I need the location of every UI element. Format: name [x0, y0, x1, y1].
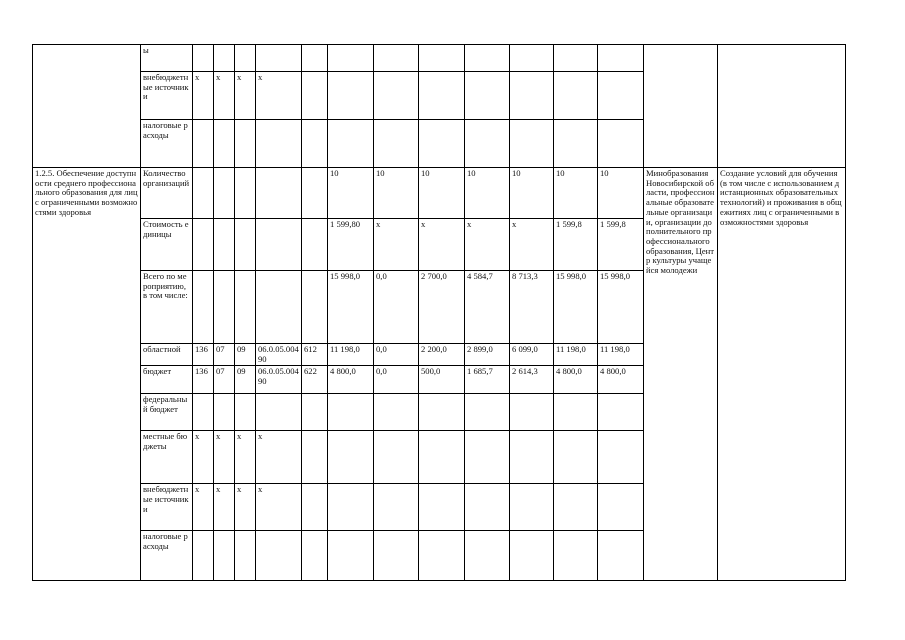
value-cell: 1 599,80 — [328, 219, 374, 271]
code-cell — [256, 271, 302, 344]
code-cell — [193, 45, 214, 72]
code-cell — [193, 271, 214, 344]
value-cell — [465, 531, 510, 581]
row-name-cell: налоговые расходы — [141, 120, 193, 168]
code-cell: 09 — [235, 366, 256, 394]
code-cell: 06.0.05.00490 — [256, 344, 302, 366]
code-cell — [302, 271, 328, 344]
value-cell — [598, 431, 644, 484]
code-cell: х — [235, 72, 256, 120]
code-cell — [193, 168, 214, 219]
prev-section-title-cell — [33, 45, 141, 168]
value-cell: 4 800,0 — [598, 366, 644, 394]
value-cell: 11 198,0 — [328, 344, 374, 366]
value-cell — [465, 120, 510, 168]
code-cell — [214, 531, 235, 581]
value-cell — [510, 431, 554, 484]
value-cell — [554, 484, 598, 531]
row-name-cell: федеральный бюджет — [141, 394, 193, 431]
value-cell — [510, 72, 554, 120]
value-cell — [598, 394, 644, 431]
code-cell — [256, 120, 302, 168]
value-cell: 1 685,7 — [465, 366, 510, 394]
code-cell — [302, 45, 328, 72]
value-cell — [328, 45, 374, 72]
code-cell: х — [256, 431, 302, 484]
code-cell: 136 — [193, 344, 214, 366]
value-cell — [374, 431, 419, 484]
value-cell — [554, 45, 598, 72]
row-name-cell: областной — [141, 344, 193, 366]
row-name-cell: Всего по мероприятию, в том числе: — [141, 271, 193, 344]
code-cell: 07 — [214, 366, 235, 394]
value-cell: 11 198,0 — [598, 344, 644, 366]
value-cell: 1 599,8 — [554, 219, 598, 271]
code-cell — [235, 219, 256, 271]
budget-table — [32, 44, 846, 581]
code-cell: 612 — [302, 344, 328, 366]
value-cell: х — [465, 219, 510, 271]
value-cell — [598, 72, 644, 120]
value-cell: 6 099,0 — [510, 344, 554, 366]
code-cell — [214, 394, 235, 431]
value-cell: 2 899,0 — [465, 344, 510, 366]
table-row — [33, 45, 846, 72]
value-cell — [510, 45, 554, 72]
code-cell: 622 — [302, 366, 328, 394]
code-cell — [235, 45, 256, 72]
value-cell: 4 800,0 — [554, 366, 598, 394]
code-cell — [193, 120, 214, 168]
code-cell — [256, 394, 302, 431]
code-cell — [302, 484, 328, 531]
value-cell: 2 614,3 — [510, 366, 554, 394]
value-cell — [419, 531, 465, 581]
value-cell: 2 200,0 — [419, 344, 465, 366]
value-cell — [465, 394, 510, 431]
value-cell — [328, 484, 374, 531]
value-cell: 0,0 — [374, 366, 419, 394]
code-cell — [302, 219, 328, 271]
value-cell — [328, 120, 374, 168]
value-cell: 500,0 — [419, 366, 465, 394]
value-cell — [374, 72, 419, 120]
code-cell — [256, 45, 302, 72]
code-cell — [302, 531, 328, 581]
value-cell: 2 700,0 — [419, 271, 465, 344]
value-cell: 10 — [374, 168, 419, 219]
value-cell — [465, 431, 510, 484]
value-cell: 0,0 — [374, 344, 419, 366]
code-cell: х — [193, 72, 214, 120]
value-cell — [598, 45, 644, 72]
code-cell: х — [193, 484, 214, 531]
value-cell — [419, 431, 465, 484]
value-cell — [419, 72, 465, 120]
row-name-cell: внебюджетные источники — [141, 72, 193, 120]
value-cell: 10 — [510, 168, 554, 219]
value-cell — [598, 484, 644, 531]
code-cell: х — [193, 431, 214, 484]
value-cell: 10 — [554, 168, 598, 219]
value-cell: 11 198,0 — [554, 344, 598, 366]
code-cell: х — [235, 484, 256, 531]
code-cell — [214, 120, 235, 168]
code-cell — [214, 168, 235, 219]
code-cell — [235, 168, 256, 219]
value-cell — [419, 45, 465, 72]
value-cell — [328, 72, 374, 120]
value-cell: 1 599,8 — [598, 219, 644, 271]
code-cell — [214, 219, 235, 271]
value-cell — [598, 120, 644, 168]
code-cell — [235, 120, 256, 168]
code-cell: 09 — [235, 344, 256, 366]
prev-executor-cell — [644, 45, 718, 168]
code-cell — [256, 168, 302, 219]
value-cell — [328, 431, 374, 484]
value-cell: х — [510, 219, 554, 271]
code-cell — [302, 72, 328, 120]
value-cell: 8 713,3 — [510, 271, 554, 344]
value-cell — [510, 484, 554, 531]
code-cell — [193, 531, 214, 581]
value-cell: 15 998,0 — [328, 271, 374, 344]
value-cell — [374, 531, 419, 581]
value-cell: 4 584,7 — [465, 271, 510, 344]
table-row — [33, 168, 846, 219]
value-cell — [465, 45, 510, 72]
code-cell: х — [214, 484, 235, 531]
code-cell: 07 — [214, 344, 235, 366]
code-cell — [193, 219, 214, 271]
code-cell — [214, 271, 235, 344]
value-cell: 15 998,0 — [554, 271, 598, 344]
code-cell — [302, 394, 328, 431]
value-cell — [465, 484, 510, 531]
code-cell — [235, 394, 256, 431]
value-cell: 0,0 — [374, 271, 419, 344]
value-cell — [510, 120, 554, 168]
value-cell — [510, 394, 554, 431]
code-cell — [235, 531, 256, 581]
value-cell — [510, 531, 554, 581]
result-cell: Создание условий для обучения (в том числе с использованием дистанционных образовательных технологий) и проживания в общежитиях лиц с ограниченными возможностями здоровья — [718, 168, 846, 581]
code-cell — [193, 394, 214, 431]
value-cell — [598, 531, 644, 581]
row-name-cell: Количество организаций — [141, 168, 193, 219]
value-cell: х — [419, 219, 465, 271]
value-cell — [374, 394, 419, 431]
value-cell — [554, 394, 598, 431]
section-title-cell: 1.2.5. Обеспечение доступности среднего профессионального образования для лиц с ограниченными возможностями здоровья — [33, 168, 141, 581]
code-cell: х — [256, 72, 302, 120]
value-cell: 10 — [465, 168, 510, 219]
value-cell — [554, 431, 598, 484]
code-cell: х — [214, 431, 235, 484]
code-cell: 136 — [193, 366, 214, 394]
value-cell — [419, 120, 465, 168]
value-cell: 15 998,0 — [598, 271, 644, 344]
value-cell: 10 — [419, 168, 465, 219]
code-cell — [302, 168, 328, 219]
row-name-cell: налоговые расходы — [141, 531, 193, 581]
code-cell — [214, 45, 235, 72]
executor-cell: Минобразования Новосибирской области, профессиональные образовательные организации, организации дополнительного профессионального образования, Центр культуры учащейся молодежи — [644, 168, 718, 581]
prev-result-cell — [718, 45, 846, 168]
value-cell: 10 — [598, 168, 644, 219]
code-cell — [302, 120, 328, 168]
code-cell — [256, 219, 302, 271]
value-cell — [419, 484, 465, 531]
value-cell — [328, 531, 374, 581]
code-cell: 06.0.05.00490 — [256, 366, 302, 394]
code-cell: х — [214, 72, 235, 120]
value-cell — [374, 120, 419, 168]
value-cell — [554, 531, 598, 581]
value-cell — [465, 72, 510, 120]
code-cell: х — [235, 431, 256, 484]
code-cell — [235, 271, 256, 344]
row-name-cell: местные бюджеты — [141, 431, 193, 484]
row-name-cell: бюджет — [141, 366, 193, 394]
value-cell — [419, 394, 465, 431]
row-name-cell: внебюджетные источники — [141, 484, 193, 531]
value-cell — [374, 45, 419, 72]
row-name-cell: ы — [141, 45, 193, 72]
value-cell — [554, 120, 598, 168]
code-cell: х — [256, 484, 302, 531]
row-name-cell: Стоимость единицы — [141, 219, 193, 271]
value-cell — [328, 394, 374, 431]
code-cell — [302, 431, 328, 484]
value-cell: 4 800,0 — [328, 366, 374, 394]
value-cell — [374, 484, 419, 531]
code-cell — [256, 531, 302, 581]
value-cell: х — [374, 219, 419, 271]
value-cell: 10 — [328, 168, 374, 219]
value-cell — [554, 72, 598, 120]
